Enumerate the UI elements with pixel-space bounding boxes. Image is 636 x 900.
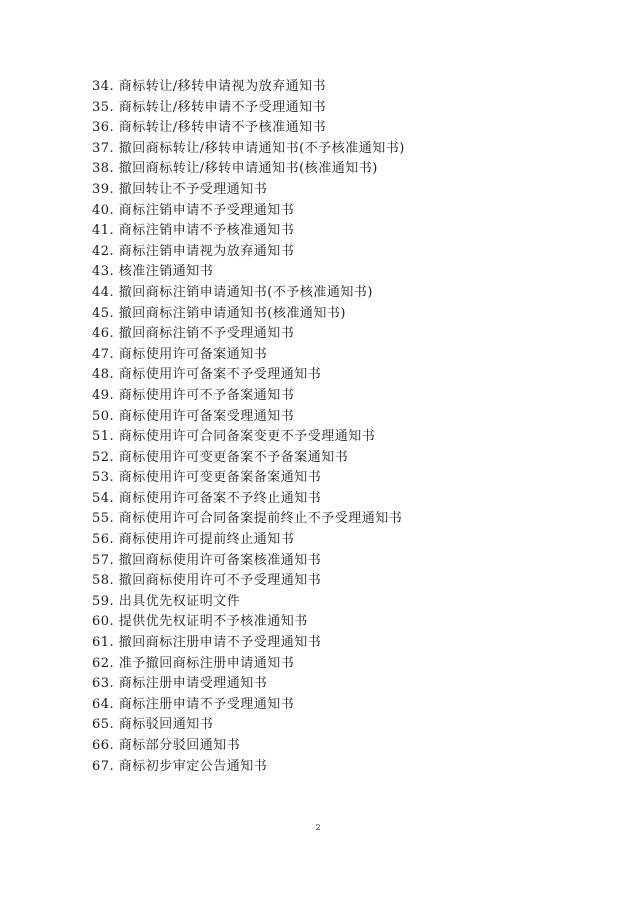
list-item: 43. 核准注销通知书 — [92, 264, 214, 280]
notice-list — [92, 77, 592, 777]
list-item: 57. 撤回商标使用许可备案核准通知书 — [92, 552, 322, 568]
list-item: 45. 撤回商标注销申请通知书(核准通知书) — [92, 305, 346, 321]
list-item: 56. 商标使用许可提前终止通知书 — [92, 532, 295, 548]
list-item: 42. 商标注销申请视为放弃通知书 — [92, 243, 295, 259]
list-item: 59. 出具优先权证明文件 — [92, 593, 241, 609]
list-item: 38. 撤回商标转让/移转申请通知书(核准通知书) — [92, 161, 378, 177]
list-item: 47. 商标使用许可备案通知书 — [92, 346, 268, 362]
list-item: 39. 撤回转让不予受理通知书 — [92, 181, 268, 197]
list-item: 61. 撤回商标注册申请不予受理通知书 — [92, 635, 322, 651]
list-item: 66. 商标部分驳回通知书 — [92, 738, 241, 753]
page-number: 2 — [315, 823, 321, 832]
list-item: 49. 商标使用许可不予备案通知书 — [92, 387, 295, 403]
list-item: 40. 商标注销申请不予受理通知书 — [92, 202, 295, 218]
list-item: 55. 商标使用许可合同备案提前终止不予受理通知书 — [92, 511, 403, 527]
list-item: 51. 商标使用许可合同备案变更不予受理通知书 — [92, 429, 376, 445]
list-item: 41. 商标注销申请不予核准通知书 — [92, 223, 295, 239]
list-item: 60. 提供优先权证明不予核准通知书 — [92, 614, 308, 630]
list-item: 44. 撤回商标注销申请通知书(不予核准通知书) — [92, 284, 373, 300]
list-item: 63. 商标注册申请受理通知书 — [92, 676, 268, 692]
list-item: 46. 撤回商标注销不予受理通知书 — [92, 326, 295, 342]
list-item: 37. 撤回商标转让/移转申请通知书(不予核准通知书) — [92, 140, 405, 156]
list-item: 54. 商标使用许可备案不予终止通知书 — [92, 490, 322, 506]
list-item: 50. 商标使用许可备案受理通知书 — [92, 408, 295, 424]
list-item: 53. 商标使用许可变更备案备案通知书 — [92, 470, 322, 486]
list-item: 34. 商标转让/移转申请视为放弃通知书 — [92, 79, 327, 94]
list-item: 67. 商标初步审定公告通知书 — [92, 758, 268, 774]
list-item: 48. 商标使用许可备案不予受理通知书 — [92, 367, 322, 383]
list-item: 62. 准予撤回商标注册申请通知书 — [92, 655, 295, 671]
list-item: 52. 商标使用许可变更备案不予备案通知书 — [92, 449, 349, 465]
list-item: 64. 商标注册申请不予受理通知书 — [92, 696, 295, 712]
list-item: 36. 商标转让/移转申请不予核准通知书 — [92, 120, 327, 136]
list-item: 35. 商标转让/移转申请不予受理通知书 — [92, 99, 327, 115]
list-item: 58. 撤回商标使用许可不予受理通知书 — [92, 573, 322, 589]
list-item: 65. 商标驳回通知书 — [92, 717, 214, 733]
